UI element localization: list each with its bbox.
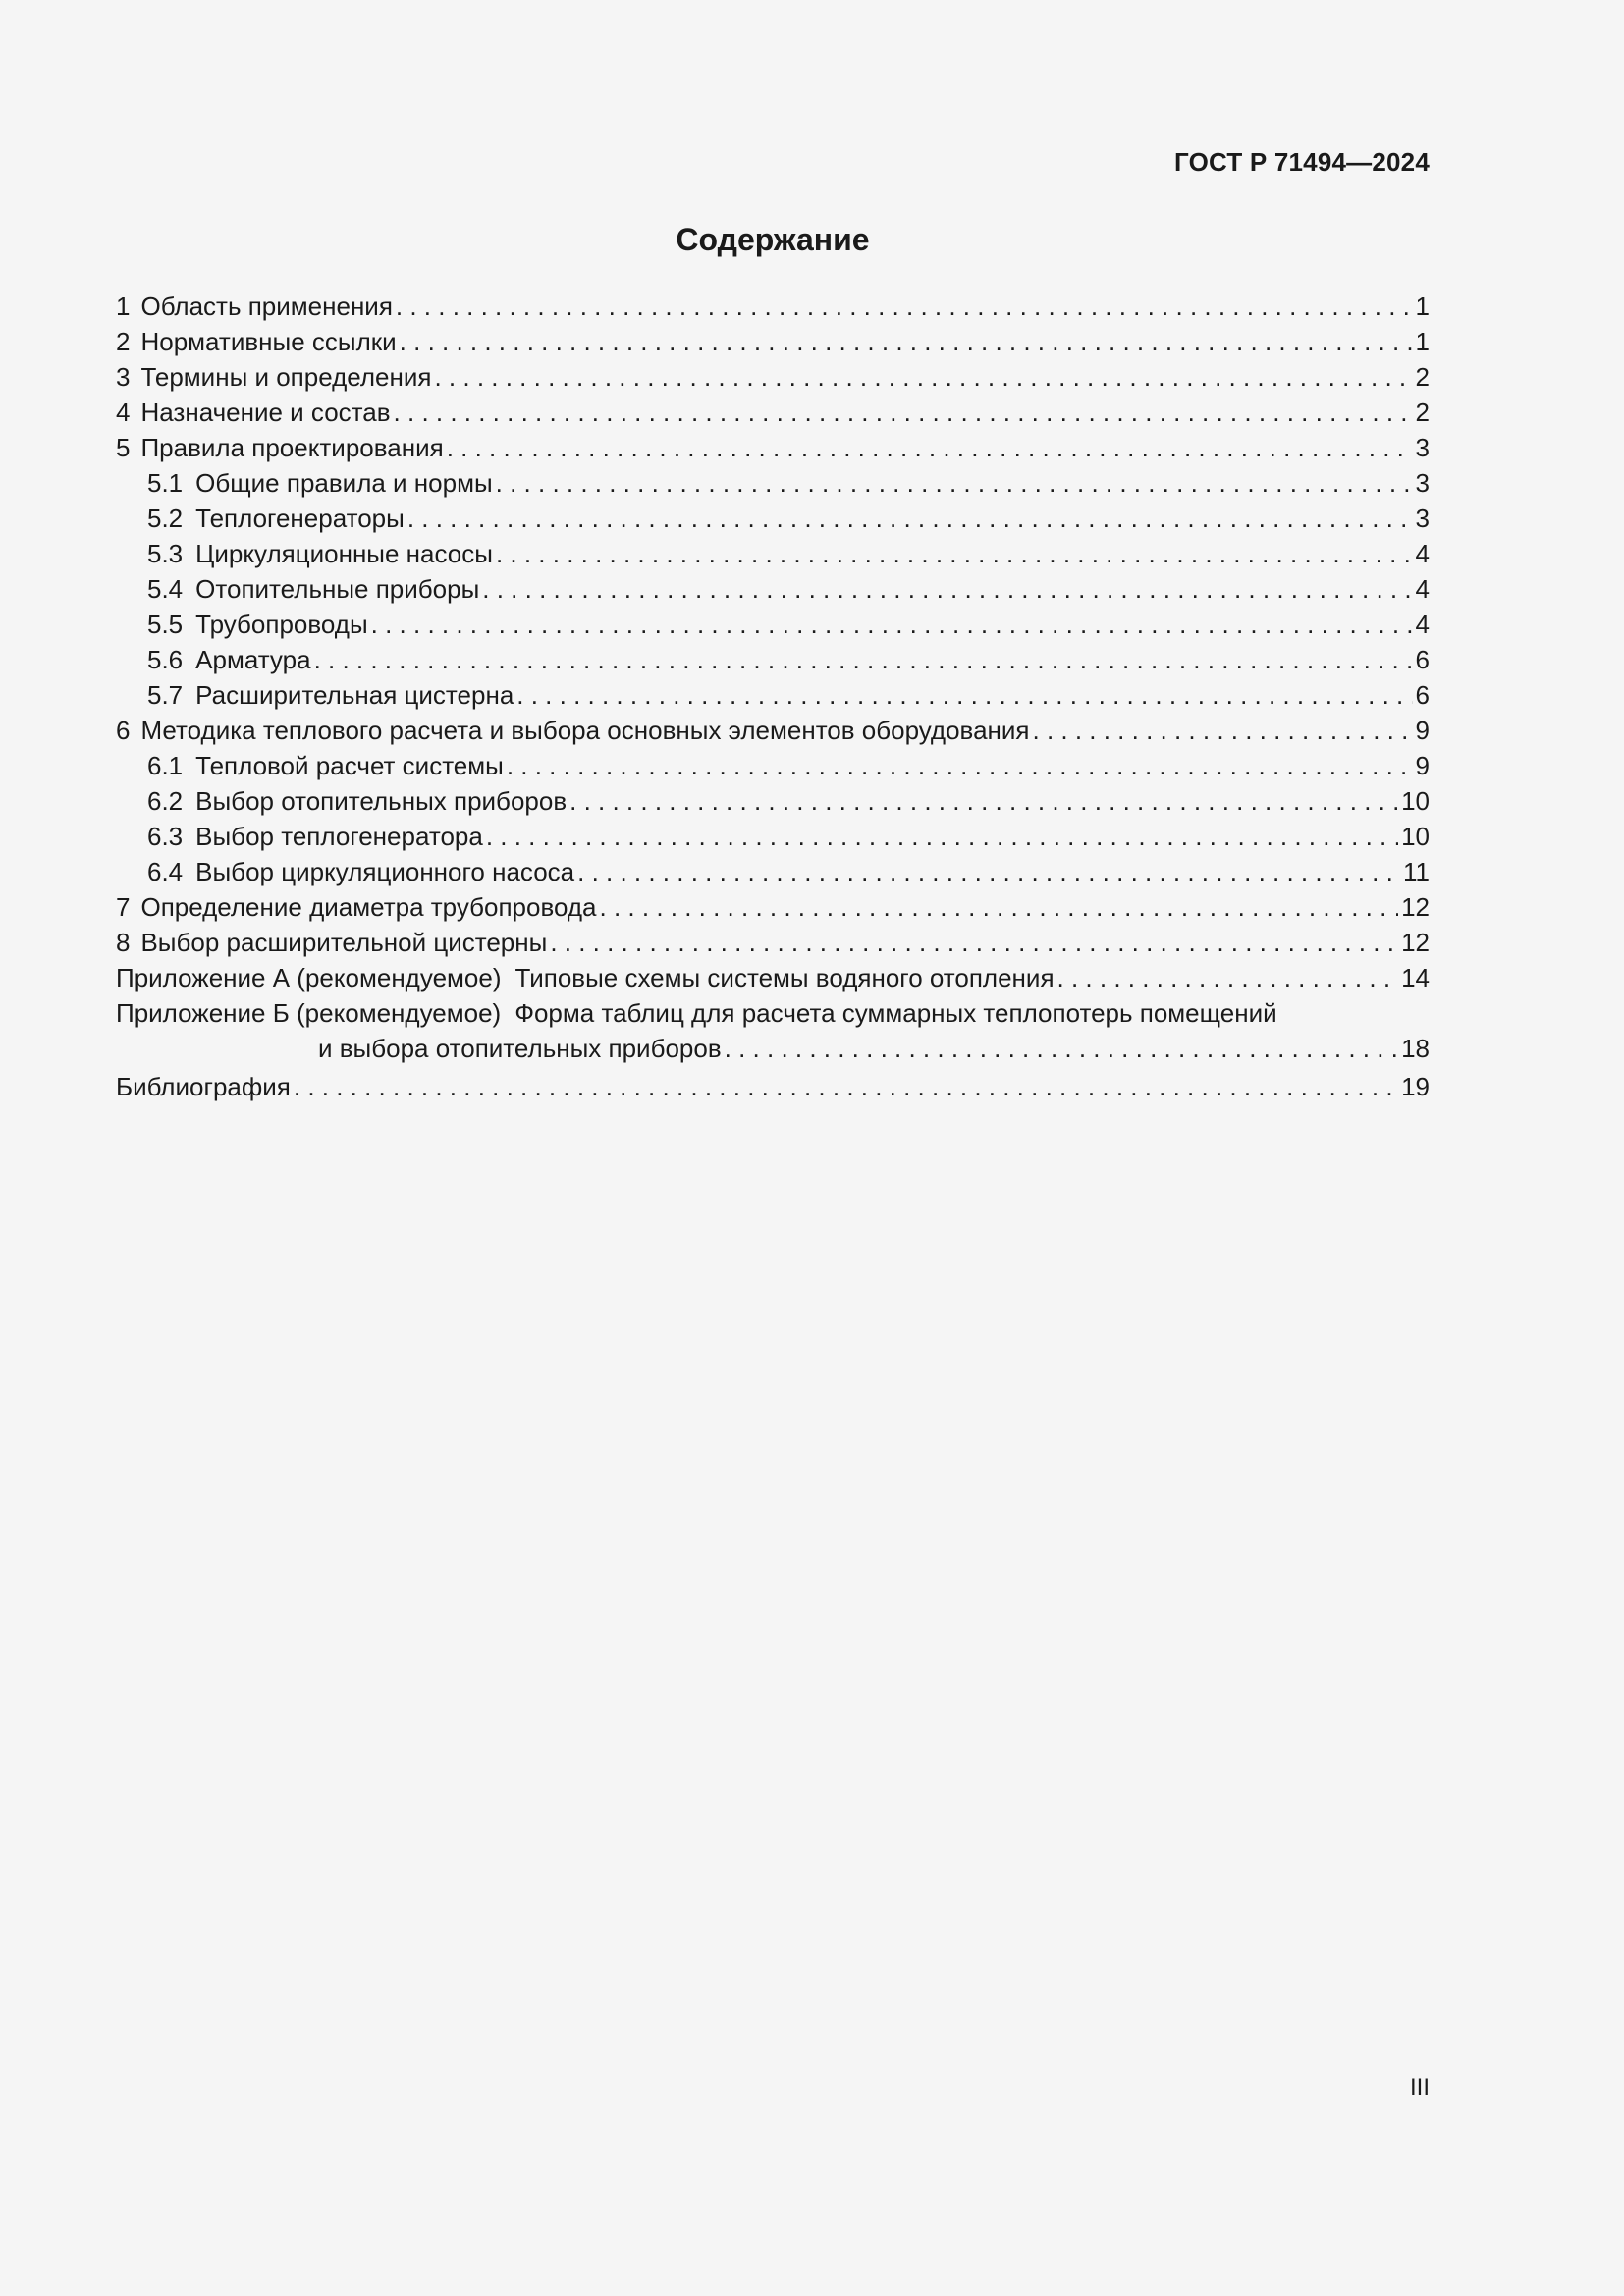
dot-leader bbox=[577, 854, 1400, 889]
toc-entry-6-2[interactable] bbox=[116, 783, 1430, 819]
toc-entry-number: 4 bbox=[116, 398, 131, 427]
dot-leader bbox=[434, 359, 1412, 395]
toc-entry-page: 6 bbox=[1415, 680, 1430, 710]
toc-entry-page: 19 bbox=[1401, 1072, 1430, 1101]
toc-entry-title: Нормативные ссылки bbox=[140, 327, 397, 356]
toc-title: Содержание bbox=[676, 222, 870, 257]
toc-entry-5-5[interactable] bbox=[116, 607, 1430, 642]
dot-leader bbox=[394, 395, 1413, 430]
toc-entry-number: 7 bbox=[116, 892, 131, 922]
toc-entry-page: 9 bbox=[1415, 751, 1430, 780]
toc-entry-title: Назначение и состав bbox=[140, 398, 391, 427]
toc-entry-page: 10 bbox=[1401, 822, 1430, 851]
toc-entry-number: 6.2 bbox=[147, 786, 184, 816]
toc-entry-number: 5.7 bbox=[147, 680, 184, 710]
toc-entry-page: 3 bbox=[1415, 504, 1430, 533]
toc-entry-5-4[interactable] bbox=[116, 571, 1430, 607]
toc-entry-number: 6.3 bbox=[147, 822, 184, 851]
toc-entry-6[interactable] bbox=[116, 713, 1430, 748]
toc-entry-title: Выбор отопительных приборов bbox=[195, 786, 568, 816]
annex-first-line bbox=[116, 995, 1430, 1031]
dot-leader bbox=[496, 465, 1413, 501]
toc-entry-page: 12 bbox=[1401, 892, 1430, 922]
table-of-contents bbox=[116, 289, 1430, 1104]
toc-entry-page: 2 bbox=[1415, 362, 1430, 392]
toc-entry-page: 1 bbox=[1415, 292, 1430, 321]
toc-entry-number: 6 bbox=[116, 716, 131, 745]
toc-entry-number: 1 bbox=[116, 292, 131, 321]
toc-entry-number: 5.5 bbox=[147, 610, 184, 639]
toc-entry-page: 4 bbox=[1415, 574, 1430, 604]
dot-leader bbox=[371, 607, 1413, 642]
toc-entry-number: 3 bbox=[116, 362, 131, 392]
toc-entry-annex-a[interactable] bbox=[116, 960, 1430, 995]
document-code: ГОСТ Р 71494—2024 bbox=[1174, 147, 1430, 177]
toc-entry-5-2[interactable] bbox=[116, 501, 1430, 536]
dot-leader bbox=[550, 925, 1398, 960]
toc-entry-number: 5.4 bbox=[147, 574, 184, 604]
toc-entry-number: 5.3 bbox=[147, 539, 184, 568]
toc-entry-page: 3 bbox=[1415, 468, 1430, 498]
dot-leader bbox=[482, 571, 1412, 607]
toc-entry-page: 4 bbox=[1415, 539, 1430, 568]
toc-entry-page: 10 bbox=[1401, 786, 1430, 816]
toc-entry-number: 6.4 bbox=[147, 857, 184, 886]
dot-leader bbox=[1057, 960, 1399, 995]
dot-leader bbox=[600, 889, 1399, 925]
toc-entry-5[interactable] bbox=[116, 430, 1430, 465]
annex-label: Приложение Б (рекомендуемое) bbox=[116, 998, 502, 1028]
toc-entry-6-4[interactable] bbox=[116, 854, 1430, 889]
toc-entry-8[interactable] bbox=[116, 925, 1430, 960]
toc-entry-number: 5.6 bbox=[147, 645, 184, 674]
dot-leader bbox=[516, 677, 1412, 713]
page-number: III bbox=[1409, 2074, 1430, 2101]
toc-entry-page: 11 bbox=[1403, 857, 1430, 886]
toc-entry-title: Циркуляционные насосы bbox=[195, 539, 493, 568]
toc-entry-title: Теплогенераторы bbox=[195, 504, 405, 533]
toc-entry-page: 18 bbox=[1401, 1034, 1430, 1063]
dot-leader bbox=[314, 642, 1413, 677]
toc-entry-title: Выбор циркуляционного насоса bbox=[195, 857, 575, 886]
toc-entry-title: Область применения bbox=[140, 292, 393, 321]
toc-entry-bibliography[interactable] bbox=[116, 1069, 1430, 1104]
toc-entry-title: Трубопроводы bbox=[195, 610, 368, 639]
toc-entry-page: 6 bbox=[1415, 645, 1430, 674]
toc-entry-6-3[interactable] bbox=[116, 819, 1430, 854]
toc-entry-5-7[interactable] bbox=[116, 677, 1430, 713]
toc-entry-5-3[interactable] bbox=[116, 536, 1430, 571]
toc-entry-3[interactable] bbox=[116, 359, 1430, 395]
toc-entry-number: 5 bbox=[116, 433, 131, 462]
toc-entry-5-1[interactable] bbox=[116, 465, 1430, 501]
toc-entry-title: Термины и определения bbox=[140, 362, 432, 392]
dot-leader bbox=[400, 324, 1413, 359]
dot-leader bbox=[1033, 713, 1413, 748]
dot-leader bbox=[396, 289, 1413, 324]
toc-entry-title: Правила проектирования bbox=[140, 433, 444, 462]
toc-entry-page: 9 bbox=[1415, 716, 1430, 745]
toc-entry-title: Библиография bbox=[116, 1072, 291, 1101]
toc-entry-6-1[interactable] bbox=[116, 748, 1430, 783]
dot-leader bbox=[407, 501, 1413, 536]
toc-entry-title: Отопительные приборы bbox=[195, 574, 480, 604]
toc-entry-number: 6.1 bbox=[147, 751, 184, 780]
toc-entry-1[interactable] bbox=[116, 289, 1430, 324]
dot-leader bbox=[725, 1031, 1398, 1066]
toc-entry-title: Методика теплового расчета и выбора основных элементов оборудования bbox=[140, 716, 1030, 745]
toc-entry-title: Расширительная цистерна bbox=[195, 680, 514, 710]
dot-leader bbox=[496, 536, 1413, 571]
toc-entry-number: 2 bbox=[116, 327, 131, 356]
dot-leader bbox=[447, 430, 1413, 465]
toc-entry-7[interactable] bbox=[116, 889, 1430, 925]
dot-leader bbox=[569, 783, 1398, 819]
toc-entry-title: Типовые схемы системы водяного отопления bbox=[514, 963, 1055, 992]
toc-entry-title: Форма таблиц для расчета суммарных теплопотерь помещений bbox=[514, 998, 1277, 1028]
toc-entry-page: 12 bbox=[1401, 928, 1430, 957]
toc-entry-number: 5.1 bbox=[147, 468, 184, 498]
toc-entry-number: 8 bbox=[116, 928, 131, 957]
toc-entry-page: 14 bbox=[1401, 963, 1430, 992]
toc-entry-annex-b[interactable] bbox=[116, 995, 1430, 1066]
toc-entry-5-6[interactable] bbox=[116, 642, 1430, 677]
toc-entry-page: 1 bbox=[1415, 327, 1430, 356]
dot-leader bbox=[486, 819, 1398, 854]
dot-leader bbox=[507, 748, 1413, 783]
toc-entry-page: 3 bbox=[1415, 433, 1430, 462]
annex-second-line bbox=[116, 1031, 1430, 1066]
toc-entry-title: Арматура bbox=[195, 645, 311, 674]
toc-entry-title: Определение диаметра трубопровода bbox=[140, 892, 597, 922]
toc-entry-title-continuation: и выбора отопительных приборов bbox=[318, 1034, 722, 1063]
toc-entry-title: Тепловой расчет системы bbox=[195, 751, 504, 780]
toc-entry-number: 5.2 bbox=[147, 504, 184, 533]
toc-entry-title: Выбор теплогенератора bbox=[195, 822, 483, 851]
toc-entry-page: 4 bbox=[1415, 610, 1430, 639]
toc-entry-4[interactable] bbox=[116, 395, 1430, 430]
toc-entry-title: Общие правила и нормы bbox=[195, 468, 493, 498]
annex-label: Приложение А (рекомендуемое) bbox=[116, 963, 502, 992]
toc-entry-page: 2 bbox=[1415, 398, 1430, 427]
dot-leader bbox=[294, 1069, 1398, 1104]
toc-entry-2[interactable] bbox=[116, 324, 1430, 359]
toc-entry-title: Выбор расширительной цистерны bbox=[140, 928, 548, 957]
